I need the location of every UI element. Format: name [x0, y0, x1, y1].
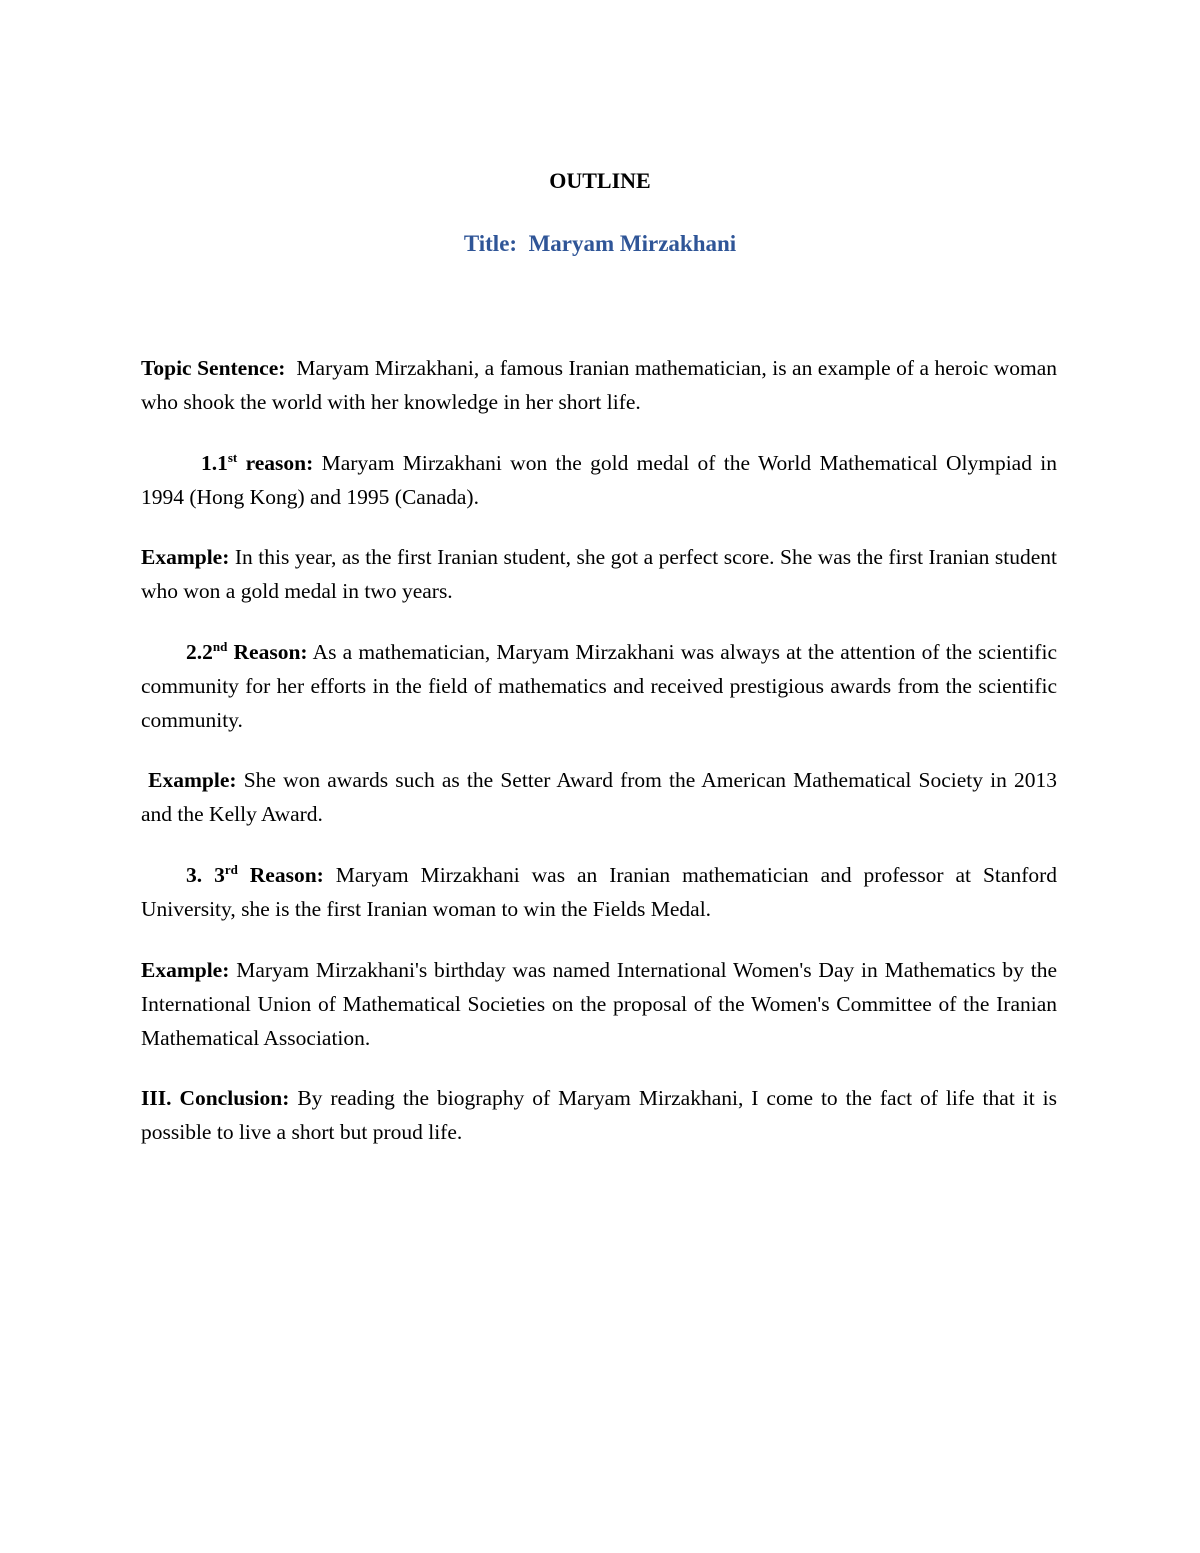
example-1-text: In this year, as the first Iranian student, she got a perfect score. She was the first Iranian student who won a gold medal in two years.	[141, 545, 1058, 603]
reason-3-number: 3. 3	[186, 863, 225, 887]
title-label: Title:	[463, 231, 518, 256]
reason-3-label: Reason:	[249, 863, 324, 887]
reason-1-number: 1.1	[201, 451, 228, 475]
reason-1-label: reason:	[245, 451, 314, 475]
reason-1	[141, 446, 1057, 514]
example-2-text: She won awards such as the Setter Award from the American Mathematical Society in 2013 and the Kelly Award.	[141, 768, 1058, 826]
outline-heading: OUTLINE	[549, 168, 651, 193]
document-title	[0, 231, 1200, 257]
example-3-text: Maryam Mirzakhani's birthday was named International Women's Day in Mathematics by the International Union of Mathematical Societies on the proposal of the Women's Committee of the Iranian Mathematical Association.	[141, 958, 1058, 1050]
topic-text: Maryam Mirzakhani, a famous Iranian mathematician, is an example of a heroic woman who shook the world with her knowledge in her short life.	[141, 356, 1058, 414]
topic-sentence	[141, 351, 1057, 419]
reason-1-suffix: st	[227, 449, 238, 465]
title-value: Maryam Mirzakhani	[528, 231, 737, 256]
reason-1-text: Maryam Mirzakhani won the gold medal of the World Mathematical Olympiad in 1994 (Hong Kong) and 1995 (Canada).	[141, 451, 1058, 509]
reason-2-label: Reason:	[233, 640, 308, 664]
reason-2-text: As a mathematician, Maryam Mirzakhani was always at the attention of the scientific community for her efforts in the field of mathematics and received prestigious awards from the scientific community.	[141, 640, 1057, 732]
reason-2-suffix: nd	[212, 638, 228, 654]
example-3	[141, 953, 1057, 1055]
conclusion-text: By reading the biography of Maryam Mirzakhani, I come to the fact of life that it is possible to live a short but proud life.	[141, 1086, 1058, 1144]
example-2-label: Example:	[148, 768, 237, 792]
reason-2	[141, 635, 1057, 737]
example-1-label: Example:	[141, 545, 230, 569]
reason-3-suffix: rd	[224, 861, 238, 877]
reason-2-number: 2.2	[186, 640, 213, 664]
conclusion	[141, 1081, 1057, 1149]
conclusion-label: III. Conclusion:	[141, 1086, 290, 1110]
example-2	[141, 763, 1057, 831]
example-3-label: Example:	[141, 958, 230, 982]
example-1	[141, 540, 1057, 608]
reason-3	[141, 858, 1057, 926]
topic-label: Topic Sentence:	[141, 356, 286, 380]
reason-3-text: Maryam Mirzakhani was an Iranian mathematician and professor at Stanford University, she is the first Iranian woman to win the Fields Medal.	[141, 863, 1058, 921]
